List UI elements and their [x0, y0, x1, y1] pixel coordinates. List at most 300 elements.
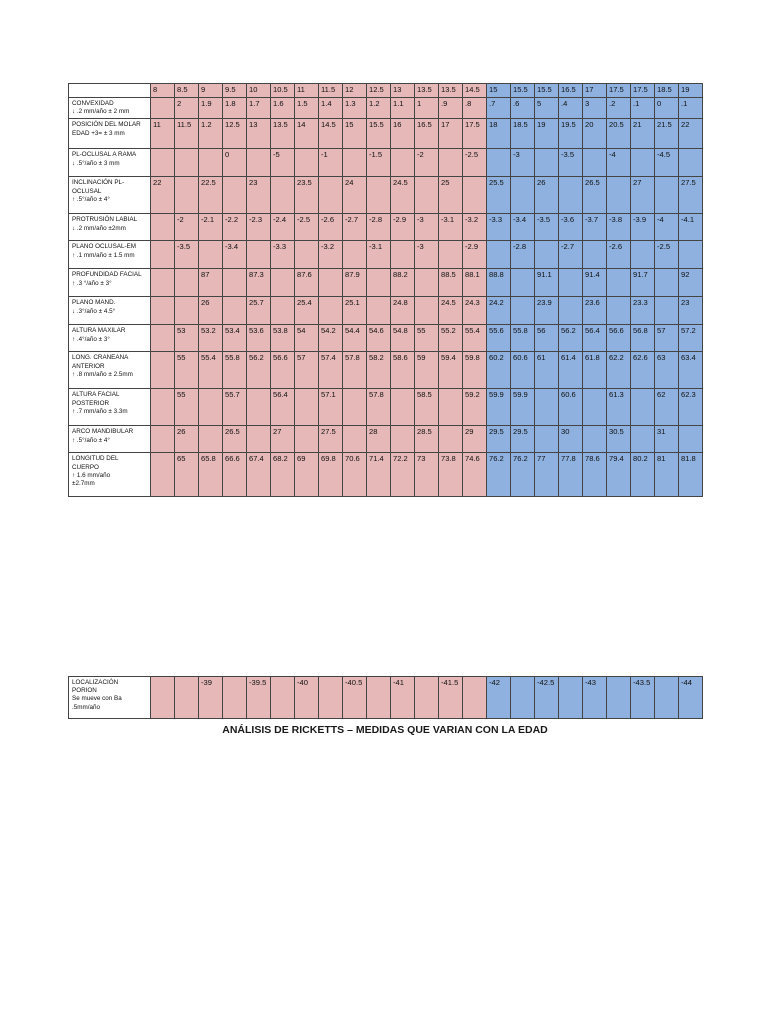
- row-label: [69, 677, 151, 719]
- age-header-cell: 12.5: [367, 84, 391, 98]
- value-cell: [679, 426, 703, 453]
- value-cell: [175, 177, 199, 214]
- value-cell: 28: [367, 426, 391, 453]
- value-cell: 73.8: [439, 453, 463, 497]
- value-cell: -3.7: [583, 214, 607, 241]
- value-cell: 56: [535, 325, 559, 352]
- row-label-line: ↑ .8 mm/año ± 2.5mm: [72, 370, 133, 378]
- value-cell: [151, 98, 175, 119]
- value-cell: 77.8: [559, 453, 583, 497]
- age-header-cell: 11: [295, 84, 319, 98]
- table-row: [69, 325, 703, 352]
- value-cell: [391, 389, 415, 426]
- value-cell: -2.7: [343, 214, 367, 241]
- value-cell: 88.1: [463, 269, 487, 297]
- value-cell: 78.6: [583, 453, 607, 497]
- value-cell: 56.4: [583, 325, 607, 352]
- age-header-cell: 15.5: [511, 84, 535, 98]
- value-cell: [175, 269, 199, 297]
- age-header-cell: 8: [151, 84, 175, 98]
- value-cell: 28.5: [415, 426, 439, 453]
- value-cell: [295, 149, 319, 177]
- value-cell: [679, 241, 703, 269]
- value-cell: -42: [487, 677, 511, 719]
- value-cell: 24.2: [487, 297, 511, 325]
- value-cell: 73: [415, 453, 439, 497]
- value-cell: -2.8: [367, 214, 391, 241]
- value-cell: [511, 677, 535, 719]
- value-cell: 56.2: [559, 325, 583, 352]
- row-label-line: LONG. CRANEANA: [72, 354, 129, 362]
- value-cell: 31: [655, 426, 679, 453]
- value-cell: -2.5: [655, 241, 679, 269]
- age-header-cell: 8.5: [175, 84, 199, 98]
- value-cell: 16: [391, 119, 415, 149]
- age-header-row: [69, 84, 703, 98]
- value-cell: [151, 389, 175, 426]
- value-cell: 77: [535, 453, 559, 497]
- table-row: [69, 241, 703, 269]
- value-cell: [463, 677, 487, 719]
- value-cell: -41: [391, 677, 415, 719]
- age-header-cell: 9.5: [223, 84, 247, 98]
- value-cell: 22: [679, 119, 703, 149]
- value-cell: 17: [439, 119, 463, 149]
- value-cell: [583, 149, 607, 177]
- age-header-cell: 14.5: [463, 84, 487, 98]
- value-cell: 25.7: [247, 297, 271, 325]
- value-cell: 25: [439, 177, 463, 214]
- value-cell: [151, 297, 175, 325]
- value-cell: -1.5: [367, 149, 391, 177]
- value-cell: 25.1: [343, 297, 367, 325]
- value-cell: 63.4: [679, 352, 703, 389]
- value-cell: -3.1: [439, 214, 463, 241]
- value-cell: 11.5: [175, 119, 199, 149]
- value-cell: 62.3: [679, 389, 703, 426]
- value-cell: [223, 677, 247, 719]
- value-cell: -2.7: [559, 241, 583, 269]
- row-label: [69, 453, 151, 497]
- value-cell: 58.6: [391, 352, 415, 389]
- value-cell: 87.3: [247, 269, 271, 297]
- value-cell: -2.9: [463, 241, 487, 269]
- value-cell: [367, 269, 391, 297]
- value-cell: -3.4: [511, 214, 535, 241]
- value-cell: 62: [655, 389, 679, 426]
- value-cell: 55: [415, 325, 439, 352]
- row-label-line: ↑ .3 °/año ± 3°: [72, 279, 112, 287]
- value-cell: 1: [415, 98, 439, 119]
- row-label: [69, 426, 151, 453]
- value-cell: 57.1: [319, 389, 343, 426]
- value-cell: [391, 241, 415, 269]
- table-row: [69, 177, 703, 214]
- value-cell: -3.5: [559, 149, 583, 177]
- value-cell: 56.4: [271, 389, 295, 426]
- value-cell: 1.2: [199, 119, 223, 149]
- row-label-line: ↑ .5°/año ± 4°: [72, 195, 110, 203]
- row-label-line: PROTRUSIÓN LABIAL: [72, 216, 138, 224]
- value-cell: 60.6: [511, 352, 535, 389]
- table-row: [69, 119, 703, 149]
- table-row: [69, 389, 703, 426]
- value-cell: 67.4: [247, 453, 271, 497]
- value-cell: [271, 297, 295, 325]
- value-cell: 56.8: [631, 325, 655, 352]
- row-label-line: ANTERIOR: [72, 362, 105, 370]
- row-label-line: PLANO OCLUSAL-EM: [72, 243, 137, 251]
- row-label-line: ↑ .1 mm/año ± 1.5 mm: [72, 251, 135, 259]
- value-cell: 21: [631, 119, 655, 149]
- value-cell: 53.4: [223, 325, 247, 352]
- value-cell: [535, 149, 559, 177]
- value-cell: -1: [319, 149, 343, 177]
- value-cell: 1.1: [391, 98, 415, 119]
- age-header-cell: 17.5: [631, 84, 655, 98]
- row-label-line: INCLINACIÓN PL-: [72, 179, 125, 187]
- value-cell: 55.4: [199, 352, 223, 389]
- table-row: [69, 453, 703, 497]
- value-cell: 87: [199, 269, 223, 297]
- row-label: [69, 297, 151, 325]
- value-cell: 55: [175, 352, 199, 389]
- value-cell: -4.1: [679, 214, 703, 241]
- header-corner: [69, 84, 151, 98]
- value-cell: [415, 297, 439, 325]
- value-cell: 29: [463, 426, 487, 453]
- value-cell: 88.8: [487, 269, 511, 297]
- value-cell: [631, 426, 655, 453]
- value-cell: 54.4: [343, 325, 367, 352]
- value-cell: 17.5: [463, 119, 487, 149]
- value-cell: [223, 297, 247, 325]
- table-row: [69, 352, 703, 389]
- value-cell: 76.2: [487, 453, 511, 497]
- row-label: [69, 177, 151, 214]
- value-cell: [175, 677, 199, 719]
- porion-location-table: [68, 676, 703, 719]
- value-cell: -3.2: [319, 241, 343, 269]
- value-cell: 23.3: [631, 297, 655, 325]
- value-cell: -3.6: [559, 214, 583, 241]
- value-cell: [535, 426, 559, 453]
- row-label: [69, 214, 151, 241]
- value-cell: -39: [199, 677, 223, 719]
- value-cell: [199, 426, 223, 453]
- value-cell: [175, 297, 199, 325]
- value-cell: -2.1: [199, 214, 223, 241]
- value-cell: [439, 426, 463, 453]
- value-cell: -4: [607, 149, 631, 177]
- value-cell: -3.1: [367, 241, 391, 269]
- row-label-line: LOCALIZACIÓN: [72, 679, 119, 686]
- row-label-line: ↑ 1.6 mm/año: [72, 471, 111, 479]
- age-header-cell: 9: [199, 84, 223, 98]
- age-header-cell: 16.5: [559, 84, 583, 98]
- value-cell: 57.2: [679, 325, 703, 352]
- value-cell: [247, 389, 271, 426]
- value-cell: 70.6: [343, 453, 367, 497]
- value-cell: 18.5: [511, 119, 535, 149]
- value-cell: [655, 297, 679, 325]
- table-row: [69, 149, 703, 177]
- value-cell: 26: [175, 426, 199, 453]
- value-cell: 23: [247, 177, 271, 214]
- row-label-line: ↓ .3°/año ± 4.5°: [72, 307, 116, 315]
- value-cell: 30: [559, 426, 583, 453]
- value-cell: [319, 269, 343, 297]
- age-header-cell: 17.5: [607, 84, 631, 98]
- value-cell: -40: [295, 677, 319, 719]
- value-cell: 14.5: [319, 119, 343, 149]
- value-cell: [631, 241, 655, 269]
- value-cell: -2.9: [391, 214, 415, 241]
- value-cell: [199, 389, 223, 426]
- table-row: [69, 269, 703, 297]
- value-cell: -3.3: [487, 214, 511, 241]
- value-cell: 56.2: [247, 352, 271, 389]
- value-cell: -39.5: [247, 677, 271, 719]
- value-cell: [151, 149, 175, 177]
- value-cell: -2.8: [511, 241, 535, 269]
- value-cell: -2.6: [319, 214, 343, 241]
- row-label: [69, 149, 151, 177]
- age-header-cell: 18.5: [655, 84, 679, 98]
- value-cell: -4.5: [655, 149, 679, 177]
- value-cell: [607, 177, 631, 214]
- table-row: [69, 426, 703, 453]
- value-cell: 79.4: [607, 453, 631, 497]
- ricketts-age-table: [68, 83, 703, 497]
- age-header-cell: 15.5: [535, 84, 559, 98]
- value-cell: 81.8: [679, 453, 703, 497]
- value-cell: 69.8: [319, 453, 343, 497]
- age-header-cell: 13: [391, 84, 415, 98]
- value-cell: -2: [415, 149, 439, 177]
- row-label-line: ±2.7mm: [72, 480, 95, 488]
- row-label-line: CONVEXIDAD: [72, 100, 114, 107]
- value-cell: 1.3: [343, 98, 367, 119]
- value-cell: 11: [151, 119, 175, 149]
- value-cell: 91.7: [631, 269, 655, 297]
- value-cell: 1.7: [247, 98, 271, 119]
- value-cell: 69: [295, 453, 319, 497]
- value-cell: .1: [631, 98, 655, 119]
- value-cell: [343, 389, 367, 426]
- value-cell: 26.5: [223, 426, 247, 453]
- value-cell: 23: [679, 297, 703, 325]
- value-cell: [367, 297, 391, 325]
- value-cell: 60.2: [487, 352, 511, 389]
- row-label: [69, 325, 151, 352]
- value-cell: [607, 269, 631, 297]
- value-cell: 1.4: [319, 98, 343, 119]
- age-header-cell: 13.5: [415, 84, 439, 98]
- row-label-line: POSTERIOR: [72, 399, 110, 407]
- value-cell: 61.3: [607, 389, 631, 426]
- value-cell: [439, 389, 463, 426]
- value-cell: 59.8: [463, 352, 487, 389]
- value-cell: [535, 389, 559, 426]
- value-cell: -2.5: [295, 214, 319, 241]
- value-cell: [583, 389, 607, 426]
- value-cell: [655, 677, 679, 719]
- row-label: [69, 98, 151, 119]
- row-label-line: ↓ .2 mm/año ±2mm: [72, 224, 126, 232]
- value-cell: .1: [679, 98, 703, 119]
- table-row: [69, 677, 703, 719]
- value-cell: 22.5: [199, 177, 223, 214]
- value-cell: 30.5: [607, 426, 631, 453]
- value-cell: 13: [247, 119, 271, 149]
- value-cell: 20.5: [607, 119, 631, 149]
- value-cell: [655, 269, 679, 297]
- value-cell: 26: [535, 177, 559, 214]
- value-cell: 21.5: [655, 119, 679, 149]
- age-header-cell: 10: [247, 84, 271, 98]
- value-cell: 59.2: [463, 389, 487, 426]
- value-cell: -3.5: [535, 214, 559, 241]
- value-cell: 1.9: [199, 98, 223, 119]
- value-cell: -3: [511, 149, 535, 177]
- value-cell: 29.5: [511, 426, 535, 453]
- value-cell: 19: [535, 119, 559, 149]
- value-cell: 24.3: [463, 297, 487, 325]
- value-cell: -3.2: [463, 214, 487, 241]
- value-cell: 29.5: [487, 426, 511, 453]
- value-cell: 80.2: [631, 453, 655, 497]
- row-label-line: ↓ .5°/año ± 3 mm: [72, 159, 120, 167]
- value-cell: [271, 177, 295, 214]
- value-cell: 88.5: [439, 269, 463, 297]
- row-label-line: ALTURA FACIAL: [72, 391, 120, 399]
- value-cell: -40.5: [343, 677, 367, 719]
- value-cell: -3.8: [607, 214, 631, 241]
- value-cell: [199, 149, 223, 177]
- value-cell: 62.2: [607, 352, 631, 389]
- value-cell: 58.2: [367, 352, 391, 389]
- value-cell: -2: [175, 214, 199, 241]
- value-cell: [367, 677, 391, 719]
- value-cell: [367, 177, 391, 214]
- row-label-line: CUERPO: [72, 463, 99, 471]
- value-cell: [583, 241, 607, 269]
- value-cell: [631, 149, 655, 177]
- row-label-line: PORION: [72, 687, 97, 695]
- value-cell: 23.9: [535, 297, 559, 325]
- value-cell: 59.4: [439, 352, 463, 389]
- row-label-line: LONGITUD DEL: [72, 455, 119, 463]
- age-header-cell: 10.5: [271, 84, 295, 98]
- value-cell: [151, 241, 175, 269]
- age-header-cell: 19: [679, 84, 703, 98]
- value-cell: [559, 177, 583, 214]
- value-cell: [607, 297, 631, 325]
- value-cell: [439, 149, 463, 177]
- value-cell: -44: [679, 677, 703, 719]
- value-cell: .8: [463, 98, 487, 119]
- value-cell: [271, 677, 295, 719]
- value-cell: 15.5: [367, 119, 391, 149]
- value-cell: 16.5: [415, 119, 439, 149]
- value-cell: [151, 269, 175, 297]
- value-cell: [679, 149, 703, 177]
- value-cell: 12.5: [223, 119, 247, 149]
- row-label: [69, 352, 151, 389]
- value-cell: 53.2: [199, 325, 223, 352]
- value-cell: [151, 453, 175, 497]
- value-cell: 0: [655, 98, 679, 119]
- value-cell: -43.5: [631, 677, 655, 719]
- value-cell: 68.2: [271, 453, 295, 497]
- value-cell: 60.6: [559, 389, 583, 426]
- value-cell: [343, 149, 367, 177]
- value-cell: [295, 389, 319, 426]
- value-cell: 1.6: [271, 98, 295, 119]
- value-cell: [559, 269, 583, 297]
- value-cell: 87.6: [295, 269, 319, 297]
- value-cell: 88.2: [391, 269, 415, 297]
- value-cell: [439, 241, 463, 269]
- value-cell: 0: [223, 149, 247, 177]
- value-cell: -43: [583, 677, 607, 719]
- value-cell: 91.1: [535, 269, 559, 297]
- value-cell: 61.4: [559, 352, 583, 389]
- value-cell: [175, 149, 199, 177]
- value-cell: 53.6: [247, 325, 271, 352]
- value-cell: .9: [439, 98, 463, 119]
- value-cell: -2.4: [271, 214, 295, 241]
- value-cell: -3: [415, 214, 439, 241]
- value-cell: [583, 426, 607, 453]
- value-cell: 27.5: [679, 177, 703, 214]
- value-cell: 1.8: [223, 98, 247, 119]
- value-cell: 19.5: [559, 119, 583, 149]
- value-cell: 1.5: [295, 98, 319, 119]
- value-cell: [151, 325, 175, 352]
- value-cell: -2.6: [607, 241, 631, 269]
- value-cell: 2: [175, 98, 199, 119]
- value-cell: [199, 241, 223, 269]
- value-cell: .6: [511, 98, 535, 119]
- value-cell: 26: [199, 297, 223, 325]
- age-header-cell: 15: [487, 84, 511, 98]
- value-cell: 53: [175, 325, 199, 352]
- value-cell: -3.3: [271, 241, 295, 269]
- value-cell: 24: [343, 177, 367, 214]
- value-cell: [511, 177, 535, 214]
- value-cell: 74.6: [463, 453, 487, 497]
- value-cell: .4: [559, 98, 583, 119]
- value-cell: [223, 269, 247, 297]
- row-label: [69, 119, 151, 149]
- value-cell: -2.3: [247, 214, 271, 241]
- value-cell: -5: [271, 149, 295, 177]
- value-cell: 57.8: [343, 352, 367, 389]
- value-cell: -3.5: [175, 241, 199, 269]
- value-cell: 56.6: [271, 352, 295, 389]
- value-cell: 3: [583, 98, 607, 119]
- value-cell: .7: [487, 98, 511, 119]
- value-cell: 91.4: [583, 269, 607, 297]
- value-cell: [247, 426, 271, 453]
- value-cell: -41.5: [439, 677, 463, 719]
- row-label-line: ↑ .7 mm/año ± 3.3m: [72, 407, 128, 415]
- value-cell: [391, 149, 415, 177]
- value-cell: 55: [175, 389, 199, 426]
- row-label-line: POSICIÓN DEL MOLAR: [72, 121, 141, 129]
